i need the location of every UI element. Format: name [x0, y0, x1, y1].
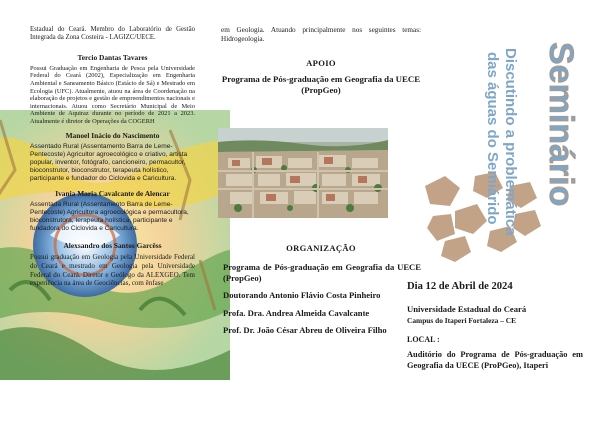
person-name-ivania: Ivania Maria Cavalcante de Alencar — [55, 188, 170, 198]
person-name-alexsandro: Alexsandro dos Santos Garcêss — [63, 241, 162, 251]
person-name-manoel: Manoel Inácio do Nascimento — [65, 130, 160, 140]
aerial-town-photo — [218, 128, 388, 218]
org-item: Programa de Pós-graduação em Geografia da UECE (PropGeo) — [223, 262, 421, 283]
apoio-heading: APOIO — [306, 58, 336, 68]
logo-subtitle-1: Discutindo a problemática — [502, 48, 519, 236]
university-name: Universidade Estadual do Ceará — [407, 304, 527, 314]
person-bio-ivania: Assentada Rural (Assentamento Barra de Leme-Pentecoste) Agricultora agroecológica e permacultora, bioconstrutora, terapeuta holística, participante e fundadora do Ciclovida e Caricultura. — [30, 200, 189, 233]
person-bio-tercio: Possui Graduação em Engenharia de Pesca pela Universidade Federal do Ceará (2002), Especialização em Engenharia Ambiental e Saneamento Básico (Estácio de Sá) e Mestrado em Ecologia (UFC). Atualmente, atuou na área de Coordenação na elaboração de projetos e gestão de empreendimentos nacionais e internacionais. Atuou como Secretário Municipal de Meio Ambiente de Aquiraz durante no período de 2021 a 2023. Atualmente é diretor de Operações da COGERH — [30, 64, 195, 125]
event-date: Dia 12 de Abril de 2024 — [407, 281, 513, 292]
column-left — [0, 0, 205, 424]
continued-bio-text: em Geologia. Atuando principalmente nos seguintes temas: Hidrogeologia. — [221, 26, 421, 43]
org-item: Doutorando Antonio Flávio Costa Pinheiro — [223, 290, 381, 301]
organizacao-heading: ORGANIZAÇÃO — [286, 243, 356, 253]
person-name-tercio: Tercio Dantas Tavares — [77, 52, 148, 62]
logo-subtitle-2: das águas do Semiárido — [484, 52, 501, 225]
person-bio-alexsandro: Possui graduação em Geologia pela Universidade Federal do Ceará e mestrado em Geologia pela Universidade Federal do Ceará. Diretor e Geólogo da ALEXGEO. Tem experiência na área de Geociências, com ênfase — [30, 253, 195, 288]
seminario-logo — [415, 36, 580, 268]
org-item: Profa. Dra. Andrea Almeida Cavalcante — [223, 307, 370, 318]
organizacao-list — [223, 262, 421, 343]
campus-location: Campus do Itaperi Fortaleza – CE — [407, 316, 517, 325]
org-item: Prof. Dr. João César Abreu de Oliveira Filho — [223, 325, 387, 336]
person-bio-manoel: Assentado Rural (Assentamento Barra de Leme-Pentecoste) Agricultor agroecológico e criativo, artista popular, inventor, fotógrafo, cancioneiro, permacultor, bioconstrutor, bioconstrutor, terapeuta holístico, participante e fundador do Ciclovida e Caricultura. — [30, 142, 188, 183]
intro-text: Estadual do Ceará. Membro do Laboratório de Gestão Integrada da Zona Costeira - LAGIZC/UECE. — [30, 26, 195, 42]
apoio-program: Programa de Pós-graduação em Geografia da UECE (PropGeo) — [221, 74, 421, 95]
venue-address: Auditório do Programa de Pós-graduação em Geografia da UECE (ProPGeo), Itaperi — [407, 350, 583, 370]
local-label: LOCAL : — [407, 335, 440, 344]
logo-title: Seminário — [542, 42, 580, 207]
